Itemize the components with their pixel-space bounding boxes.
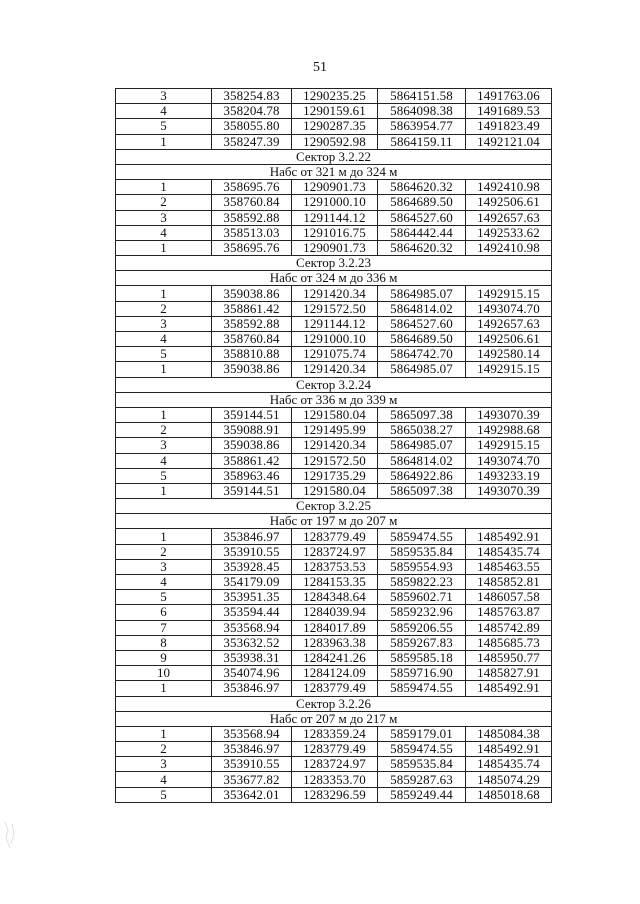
coordinate-x1-cell: 353632.52 [212, 635, 292, 650]
point-number-cell: 3 [116, 757, 212, 772]
coordinate-y1-cell: 1291572.50 [292, 453, 378, 468]
coordinate-x2-cell: 5864620.32 [378, 180, 466, 195]
coordinate-x2-cell: 5859179.01 [378, 726, 466, 741]
table-row [116, 134, 552, 149]
coordinate-y1-cell: 1291016.75 [292, 225, 378, 240]
point-number-cell: 6 [116, 605, 212, 620]
coordinate-y1-cell: 1291580.04 [292, 483, 378, 498]
coordinate-y1-cell: 1283753.53 [292, 559, 378, 574]
coordinate-x2-cell: 5859535.84 [378, 757, 466, 772]
coordinate-y1-cell: 1290901.73 [292, 240, 378, 255]
coordinate-x2-cell: 5864985.07 [378, 362, 466, 377]
coordinate-x1-cell: 353568.94 [212, 620, 292, 635]
coordinate-x2-cell: 5859822.23 [378, 575, 466, 590]
point-number-cell: 8 [116, 635, 212, 650]
coordinate-y2-cell: 1493070.39 [466, 407, 552, 422]
coordinate-x1-cell: 353910.55 [212, 544, 292, 559]
table-row [116, 180, 552, 195]
coordinate-x2-cell: 5864689.50 [378, 332, 466, 347]
coordinate-x1-cell: 354074.96 [212, 666, 292, 681]
coordinate-y2-cell: 1485742.89 [466, 620, 552, 635]
coordinate-x1-cell: 358592.88 [212, 210, 292, 225]
point-number-cell: 7 [116, 620, 212, 635]
coordinate-y2-cell: 1485685.73 [466, 635, 552, 650]
coordinate-x1-cell: 358760.84 [212, 332, 292, 347]
table-row [116, 635, 552, 650]
coordinate-x1-cell: 358861.42 [212, 453, 292, 468]
table-row [116, 104, 552, 119]
table-row [116, 468, 552, 483]
point-number-cell: 3 [116, 316, 212, 331]
coordinate-x1-cell: 358055.80 [212, 119, 292, 134]
coordinate-x2-cell: 5865097.38 [378, 483, 466, 498]
table-row [116, 620, 552, 635]
sector-title: Сектор 3.2.23 [116, 256, 552, 271]
coordinate-x2-cell: 5859535.84 [378, 544, 466, 559]
table-row [116, 453, 552, 468]
coordinate-x2-cell: 5863954.77 [378, 119, 466, 134]
coordinate-x2-cell: 5864814.02 [378, 453, 466, 468]
point-number-cell: 2 [116, 742, 212, 757]
coordinate-x1-cell: 358254.83 [212, 89, 292, 104]
coordinate-y1-cell: 1291420.34 [292, 362, 378, 377]
point-number-cell: 3 [116, 89, 212, 104]
table-row [116, 772, 552, 787]
coordinate-y2-cell: 1485852.81 [466, 575, 552, 590]
table-row [116, 559, 552, 574]
sector-title-row [116, 499, 552, 514]
coordinate-y1-cell: 1290287.35 [292, 119, 378, 134]
coordinate-x2-cell: 5859249.44 [378, 787, 466, 802]
point-number-cell: 2 [116, 301, 212, 316]
table-row [116, 316, 552, 331]
coordinate-x1-cell: 353846.97 [212, 742, 292, 757]
coordinate-y1-cell: 1291495.99 [292, 423, 378, 438]
coordinate-x1-cell: 353594.44 [212, 605, 292, 620]
point-number-cell: 5 [116, 590, 212, 605]
sector-elevation-range: Набс от 207 м до 217 м [116, 711, 552, 726]
coordinate-x2-cell: 5859554.93 [378, 559, 466, 574]
coordinate-y1-cell: 1284039.94 [292, 605, 378, 620]
coordinate-x2-cell: 5865097.38 [378, 407, 466, 422]
coordinate-x1-cell: 359038.86 [212, 286, 292, 301]
point-number-cell: 4 [116, 104, 212, 119]
table-row [116, 119, 552, 134]
coordinate-x1-cell: 353677.82 [212, 772, 292, 787]
coordinate-x2-cell: 5864689.50 [378, 195, 466, 210]
table-row [116, 605, 552, 620]
coordinate-x1-cell: 358963.46 [212, 468, 292, 483]
coordinate-y2-cell: 1492915.15 [466, 362, 552, 377]
coordinate-y2-cell: 1492533.62 [466, 225, 552, 240]
point-number-cell: 9 [116, 650, 212, 665]
coordinate-y1-cell: 1283353.70 [292, 772, 378, 787]
point-number-cell: 1 [116, 726, 212, 741]
coordinate-y1-cell: 1291420.34 [292, 286, 378, 301]
coordinate-y2-cell: 1493074.70 [466, 453, 552, 468]
coordinate-y2-cell: 1492580.14 [466, 347, 552, 362]
point-number-cell: 4 [116, 225, 212, 240]
coordinates-table [115, 88, 552, 803]
table-row [116, 240, 552, 255]
point-number-cell: 3 [116, 210, 212, 225]
table-row [116, 544, 552, 559]
coordinate-y1-cell: 1284017.89 [292, 620, 378, 635]
point-number-cell: 5 [116, 347, 212, 362]
coordinate-x2-cell: 5859716.90 [378, 666, 466, 681]
coordinate-x1-cell: 358861.42 [212, 301, 292, 316]
coordinate-y1-cell: 1283724.97 [292, 757, 378, 772]
point-number-cell: 5 [116, 119, 212, 134]
coordinate-y2-cell: 1485950.77 [466, 650, 552, 665]
coordinate-y2-cell: 1493074.70 [466, 301, 552, 316]
point-number-cell: 2 [116, 195, 212, 210]
coordinate-x1-cell: 353951.35 [212, 590, 292, 605]
sector-elevation-range-row [116, 164, 552, 179]
coordinate-x2-cell: 5859287.63 [378, 772, 466, 787]
coordinate-y1-cell: 1291000.10 [292, 332, 378, 347]
coordinate-y2-cell: 1485463.55 [466, 559, 552, 574]
coordinate-x2-cell: 5859267.83 [378, 635, 466, 650]
coordinate-y1-cell: 1284348.64 [292, 590, 378, 605]
point-number-cell: 1 [116, 483, 212, 498]
sector-elevation-range: Набс от 197 м до 207 м [116, 514, 552, 529]
coordinate-y2-cell: 1485018.68 [466, 787, 552, 802]
page-number: 51 [313, 60, 327, 75]
coordinate-y1-cell: 1284241.26 [292, 650, 378, 665]
coordinate-y1-cell: 1291144.12 [292, 316, 378, 331]
coordinate-y1-cell: 1283779.49 [292, 681, 378, 696]
table-row [116, 332, 552, 347]
point-number-cell: 1 [116, 681, 212, 696]
coordinate-y2-cell: 1485492.91 [466, 742, 552, 757]
coordinate-x2-cell: 5864151.58 [378, 89, 466, 104]
coordinate-y1-cell: 1283779.49 [292, 742, 378, 757]
coordinate-x2-cell: 5864742.70 [378, 347, 466, 362]
coordinate-x1-cell: 353642.01 [212, 787, 292, 802]
scan-margin-mark [2, 820, 20, 850]
point-number-cell: 2 [116, 423, 212, 438]
coordinate-y1-cell: 1284124.09 [292, 666, 378, 681]
coordinate-x2-cell: 5859474.55 [378, 529, 466, 544]
table-row [116, 590, 552, 605]
sector-elevation-range: Набс от 336 м до 339 м [116, 392, 552, 407]
point-number-cell: 4 [116, 772, 212, 787]
table-row [116, 726, 552, 741]
coordinate-y2-cell: 1492506.61 [466, 195, 552, 210]
point-number-cell: 10 [116, 666, 212, 681]
coordinate-y2-cell: 1485492.91 [466, 681, 552, 696]
coordinate-y1-cell: 1291572.50 [292, 301, 378, 316]
coordinate-y2-cell: 1492915.15 [466, 286, 552, 301]
coordinate-y1-cell: 1283359.24 [292, 726, 378, 741]
coordinate-x1-cell: 353910.55 [212, 757, 292, 772]
sector-title-row [116, 377, 552, 392]
coordinate-y2-cell: 1493233.19 [466, 468, 552, 483]
coordinate-y1-cell: 1291735.29 [292, 468, 378, 483]
coordinate-y2-cell: 1485763.87 [466, 605, 552, 620]
coordinate-x1-cell: 358810.88 [212, 347, 292, 362]
sector-title: Сектор 3.2.24 [116, 377, 552, 392]
coordinate-y2-cell: 1486057.58 [466, 590, 552, 605]
sector-elevation-range-row [116, 271, 552, 286]
coordinate-x2-cell: 5864620.32 [378, 240, 466, 255]
sector-title-row [116, 256, 552, 271]
coordinate-y1-cell: 1291580.04 [292, 407, 378, 422]
sector-elevation-range-row [116, 514, 552, 529]
coordinate-x2-cell: 5864922.86 [378, 468, 466, 483]
table-row [116, 742, 552, 757]
coordinate-x2-cell: 5864527.60 [378, 316, 466, 331]
table-row [116, 301, 552, 316]
point-number-cell: 4 [116, 453, 212, 468]
coordinate-x1-cell: 358247.39 [212, 134, 292, 149]
point-number-cell: 1 [116, 134, 212, 149]
coordinate-y1-cell: 1283724.97 [292, 544, 378, 559]
table-row [116, 89, 552, 104]
coordinate-y2-cell: 1492915.15 [466, 438, 552, 453]
sector-title: Сектор 3.2.26 [116, 696, 552, 711]
point-number-cell: 2 [116, 544, 212, 559]
coordinate-x1-cell: 358513.03 [212, 225, 292, 240]
coordinate-x1-cell: 359088.91 [212, 423, 292, 438]
coordinate-y2-cell: 1485435.74 [466, 544, 552, 559]
point-number-cell: 3 [116, 559, 212, 574]
coordinate-x1-cell: 359038.86 [212, 362, 292, 377]
coordinate-y2-cell: 1485435.74 [466, 757, 552, 772]
sector-elevation-range-row [116, 392, 552, 407]
coordinate-x1-cell: 353568.94 [212, 726, 292, 741]
coordinate-y2-cell: 1485074.29 [466, 772, 552, 787]
coordinate-x2-cell: 5864814.02 [378, 301, 466, 316]
table-row [116, 575, 552, 590]
table-row [116, 362, 552, 377]
table-row [116, 666, 552, 681]
coordinate-x2-cell: 5859232.96 [378, 605, 466, 620]
coordinate-y2-cell: 1492988.68 [466, 423, 552, 438]
coordinate-x1-cell: 358204.78 [212, 104, 292, 119]
coordinate-x1-cell: 353938.31 [212, 650, 292, 665]
coordinate-y1-cell: 1291075.74 [292, 347, 378, 362]
point-number-cell: 1 [116, 286, 212, 301]
point-number-cell: 5 [116, 468, 212, 483]
coordinate-x1-cell: 359144.51 [212, 483, 292, 498]
point-number-cell: 4 [116, 575, 212, 590]
coordinate-y2-cell: 1492657.63 [466, 210, 552, 225]
sector-title-row [116, 696, 552, 711]
point-number-cell: 5 [116, 787, 212, 802]
coordinate-y1-cell: 1290159.61 [292, 104, 378, 119]
coordinate-y1-cell: 1291420.34 [292, 438, 378, 453]
table-row [116, 407, 552, 422]
coordinate-x2-cell: 5864442.44 [378, 225, 466, 240]
table-row [116, 225, 552, 240]
coordinate-y2-cell: 1491689.53 [466, 104, 552, 119]
coordinate-x2-cell: 5865038.27 [378, 423, 466, 438]
coordinate-y2-cell: 1493070.39 [466, 483, 552, 498]
point-number-cell: 4 [116, 332, 212, 347]
coordinate-y2-cell: 1492410.98 [466, 240, 552, 255]
point-number-cell: 1 [116, 180, 212, 195]
coordinate-x2-cell: 5859585.18 [378, 650, 466, 665]
coordinate-x1-cell: 358695.76 [212, 240, 292, 255]
table-row [116, 787, 552, 802]
coordinate-x2-cell: 5864985.07 [378, 438, 466, 453]
sector-elevation-range: Набс от 321 м до 324 м [116, 164, 552, 179]
point-number-cell: 1 [116, 362, 212, 377]
coordinate-y1-cell: 1283296.59 [292, 787, 378, 802]
point-number-cell: 1 [116, 240, 212, 255]
table-row [116, 650, 552, 665]
point-number-cell: 1 [116, 407, 212, 422]
coordinate-y1-cell: 1290592.98 [292, 134, 378, 149]
coordinate-x2-cell: 5859602.71 [378, 590, 466, 605]
coordinate-x2-cell: 5859474.55 [378, 681, 466, 696]
table-row [116, 423, 552, 438]
sector-title: Сектор 3.2.25 [116, 499, 552, 514]
coordinate-y1-cell: 1284153.35 [292, 575, 378, 590]
coordinate-x1-cell: 353928.45 [212, 559, 292, 574]
table-row [116, 529, 552, 544]
coordinate-y1-cell: 1283963.38 [292, 635, 378, 650]
coordinate-x2-cell: 5859474.55 [378, 742, 466, 757]
coordinate-y2-cell: 1485827.91 [466, 666, 552, 681]
table-row [116, 681, 552, 696]
coordinate-x1-cell: 353846.97 [212, 529, 292, 544]
coordinate-x1-cell: 353846.97 [212, 681, 292, 696]
coordinate-x1-cell: 358760.84 [212, 195, 292, 210]
table-row [116, 347, 552, 362]
table-row [116, 757, 552, 772]
table-row [116, 438, 552, 453]
sector-title: Сектор 3.2.22 [116, 149, 552, 164]
table-row [116, 483, 552, 498]
coordinate-x2-cell: 5864098.38 [378, 104, 466, 119]
coordinate-x2-cell: 5859206.55 [378, 620, 466, 635]
sector-title-row [116, 149, 552, 164]
point-number-cell: 3 [116, 438, 212, 453]
coordinate-x2-cell: 5864985.07 [378, 286, 466, 301]
coordinate-y2-cell: 1491823.49 [466, 119, 552, 134]
coordinate-y2-cell: 1492506.61 [466, 332, 552, 347]
coordinate-x1-cell: 359144.51 [212, 407, 292, 422]
coordinate-y2-cell: 1485492.91 [466, 529, 552, 544]
coordinate-x2-cell: 5864159.11 [378, 134, 466, 149]
coordinates-table-body [116, 89, 552, 803]
coordinate-y2-cell: 1492410.98 [466, 180, 552, 195]
coordinate-y1-cell: 1290235.25 [292, 89, 378, 104]
coordinate-y2-cell: 1492121.04 [466, 134, 552, 149]
coordinate-y1-cell: 1291000.10 [292, 195, 378, 210]
coordinate-y1-cell: 1291144.12 [292, 210, 378, 225]
coordinate-x1-cell: 359038.86 [212, 438, 292, 453]
table-row [116, 286, 552, 301]
point-number-cell: 1 [116, 529, 212, 544]
coordinate-y1-cell: 1283779.49 [292, 529, 378, 544]
coordinate-x1-cell: 358695.76 [212, 180, 292, 195]
table-row [116, 195, 552, 210]
coordinate-x1-cell: 354179.09 [212, 575, 292, 590]
sector-elevation-range-row [116, 711, 552, 726]
table-row [116, 210, 552, 225]
coordinate-x1-cell: 358592.88 [212, 316, 292, 331]
coordinate-y2-cell: 1485084.38 [466, 726, 552, 741]
coordinate-y2-cell: 1492657.63 [466, 316, 552, 331]
coordinate-y2-cell: 1491763.06 [466, 89, 552, 104]
coordinate-x2-cell: 5864527.60 [378, 210, 466, 225]
coordinate-y1-cell: 1290901.73 [292, 180, 378, 195]
sector-elevation-range: Набс от 324 м до 336 м [116, 271, 552, 286]
